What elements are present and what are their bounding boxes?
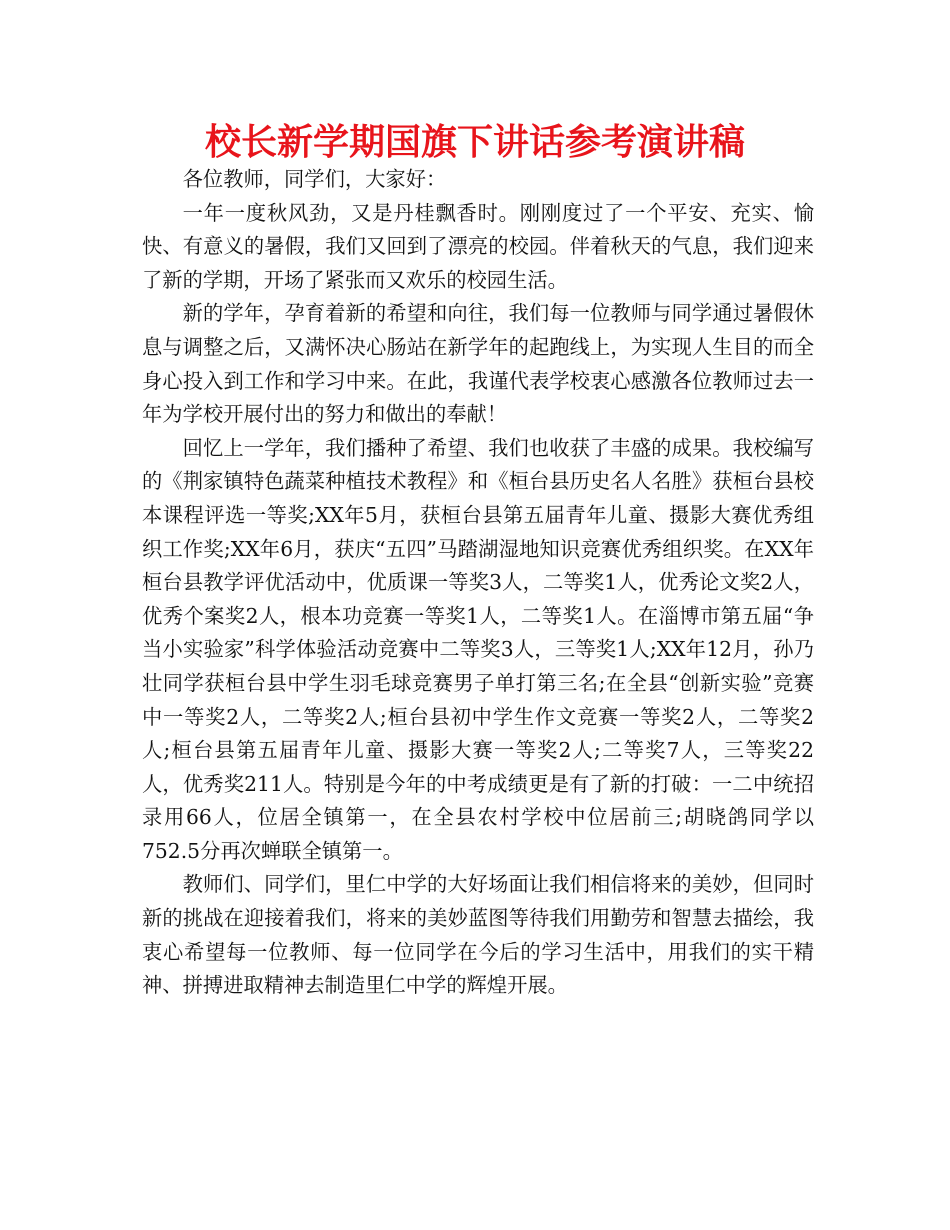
paragraph-2: 新的学年，孕育着新的希望和向往，我们每一位教师与同学通过暑假休息与调整之后，又满怀决心肠站在新学年的起跑线上，为实现人生目的而全身心投入到工作和学习中来。在此，我谨代表学校衷心感激各位教师过去一年为学校开展付出的努力和做出的奉献！ [142, 301, 814, 427]
paragraph-4: 教师们、同学们，里仁中学的大好场面让我们相信将来的美妙，但同时新的挑战在迎接着我们，将来的美妙蓝图等待我们用勤劳和智慧去描绘，我衷心希望每一位教师、每一位同学在今后的学习生活中，用我们的实干精神、拼搏进取精神去制造里仁中学的辉煌开展。 [142, 872, 814, 998]
paragraph-1: 一年一度秋风劲，又是丹桂飘香时。刚刚度过了一个平安、充实、愉快、有意义的暑假，我们又回到了漂亮的校园。伴着秋天的气息，我们迎来了新的学期，开场了紧张而又欢乐的校园生活。 [142, 200, 814, 292]
paragraph-3: 回忆上一学年，我们播种了希望、我们也收获了丰盛的成果。我校编写的《荆家镇特色蔬菜种植技术教程》和《桓台县历史名人名胜》获桓台县校本课程评选一等奖;XX年5月，获桓台县第五届青年儿童、摄影大赛优秀组织工作奖;XX年6月，获庆“五四”马踏湖湿地知识竞赛优秀组织奖。在XX年桓台县教学评优活动中，优质课一等奖3人，二等奖1人，优秀论文奖2人，优秀个案奖2人，根本功竞赛一等奖1人，二等奖1人。在淄博市第五届“争当小实验家”科学体验活动竞赛中二等奖3人，三等奖1人;XX年12月，孙乃壮同学获桓台县中学生羽毛球竞赛男子单打第三名;在全县“创新实验”竞赛中一等奖2人，二等奖2人;桓台县初中学生作文竞赛一等奖2人，二等奖2人;桓台县第五届青年儿童、摄影大赛一等奖2人;二等奖7人，三等奖22人，优秀奖211人。特别是今年的中考成绩更是有了新的打破：一二中统招录用66人，位居全镇第一，在全县农村学校中位居前三;胡晓鸽同学以752.5分再次蝉联全镇第一。 [142, 435, 814, 863]
document-body [142, 163, 814, 1003]
greeting: 各位教师，同学们，大家好： [182, 167, 447, 191]
document-title: 校长新学期国旗下讲话参考演讲稿 [204, 121, 745, 163]
